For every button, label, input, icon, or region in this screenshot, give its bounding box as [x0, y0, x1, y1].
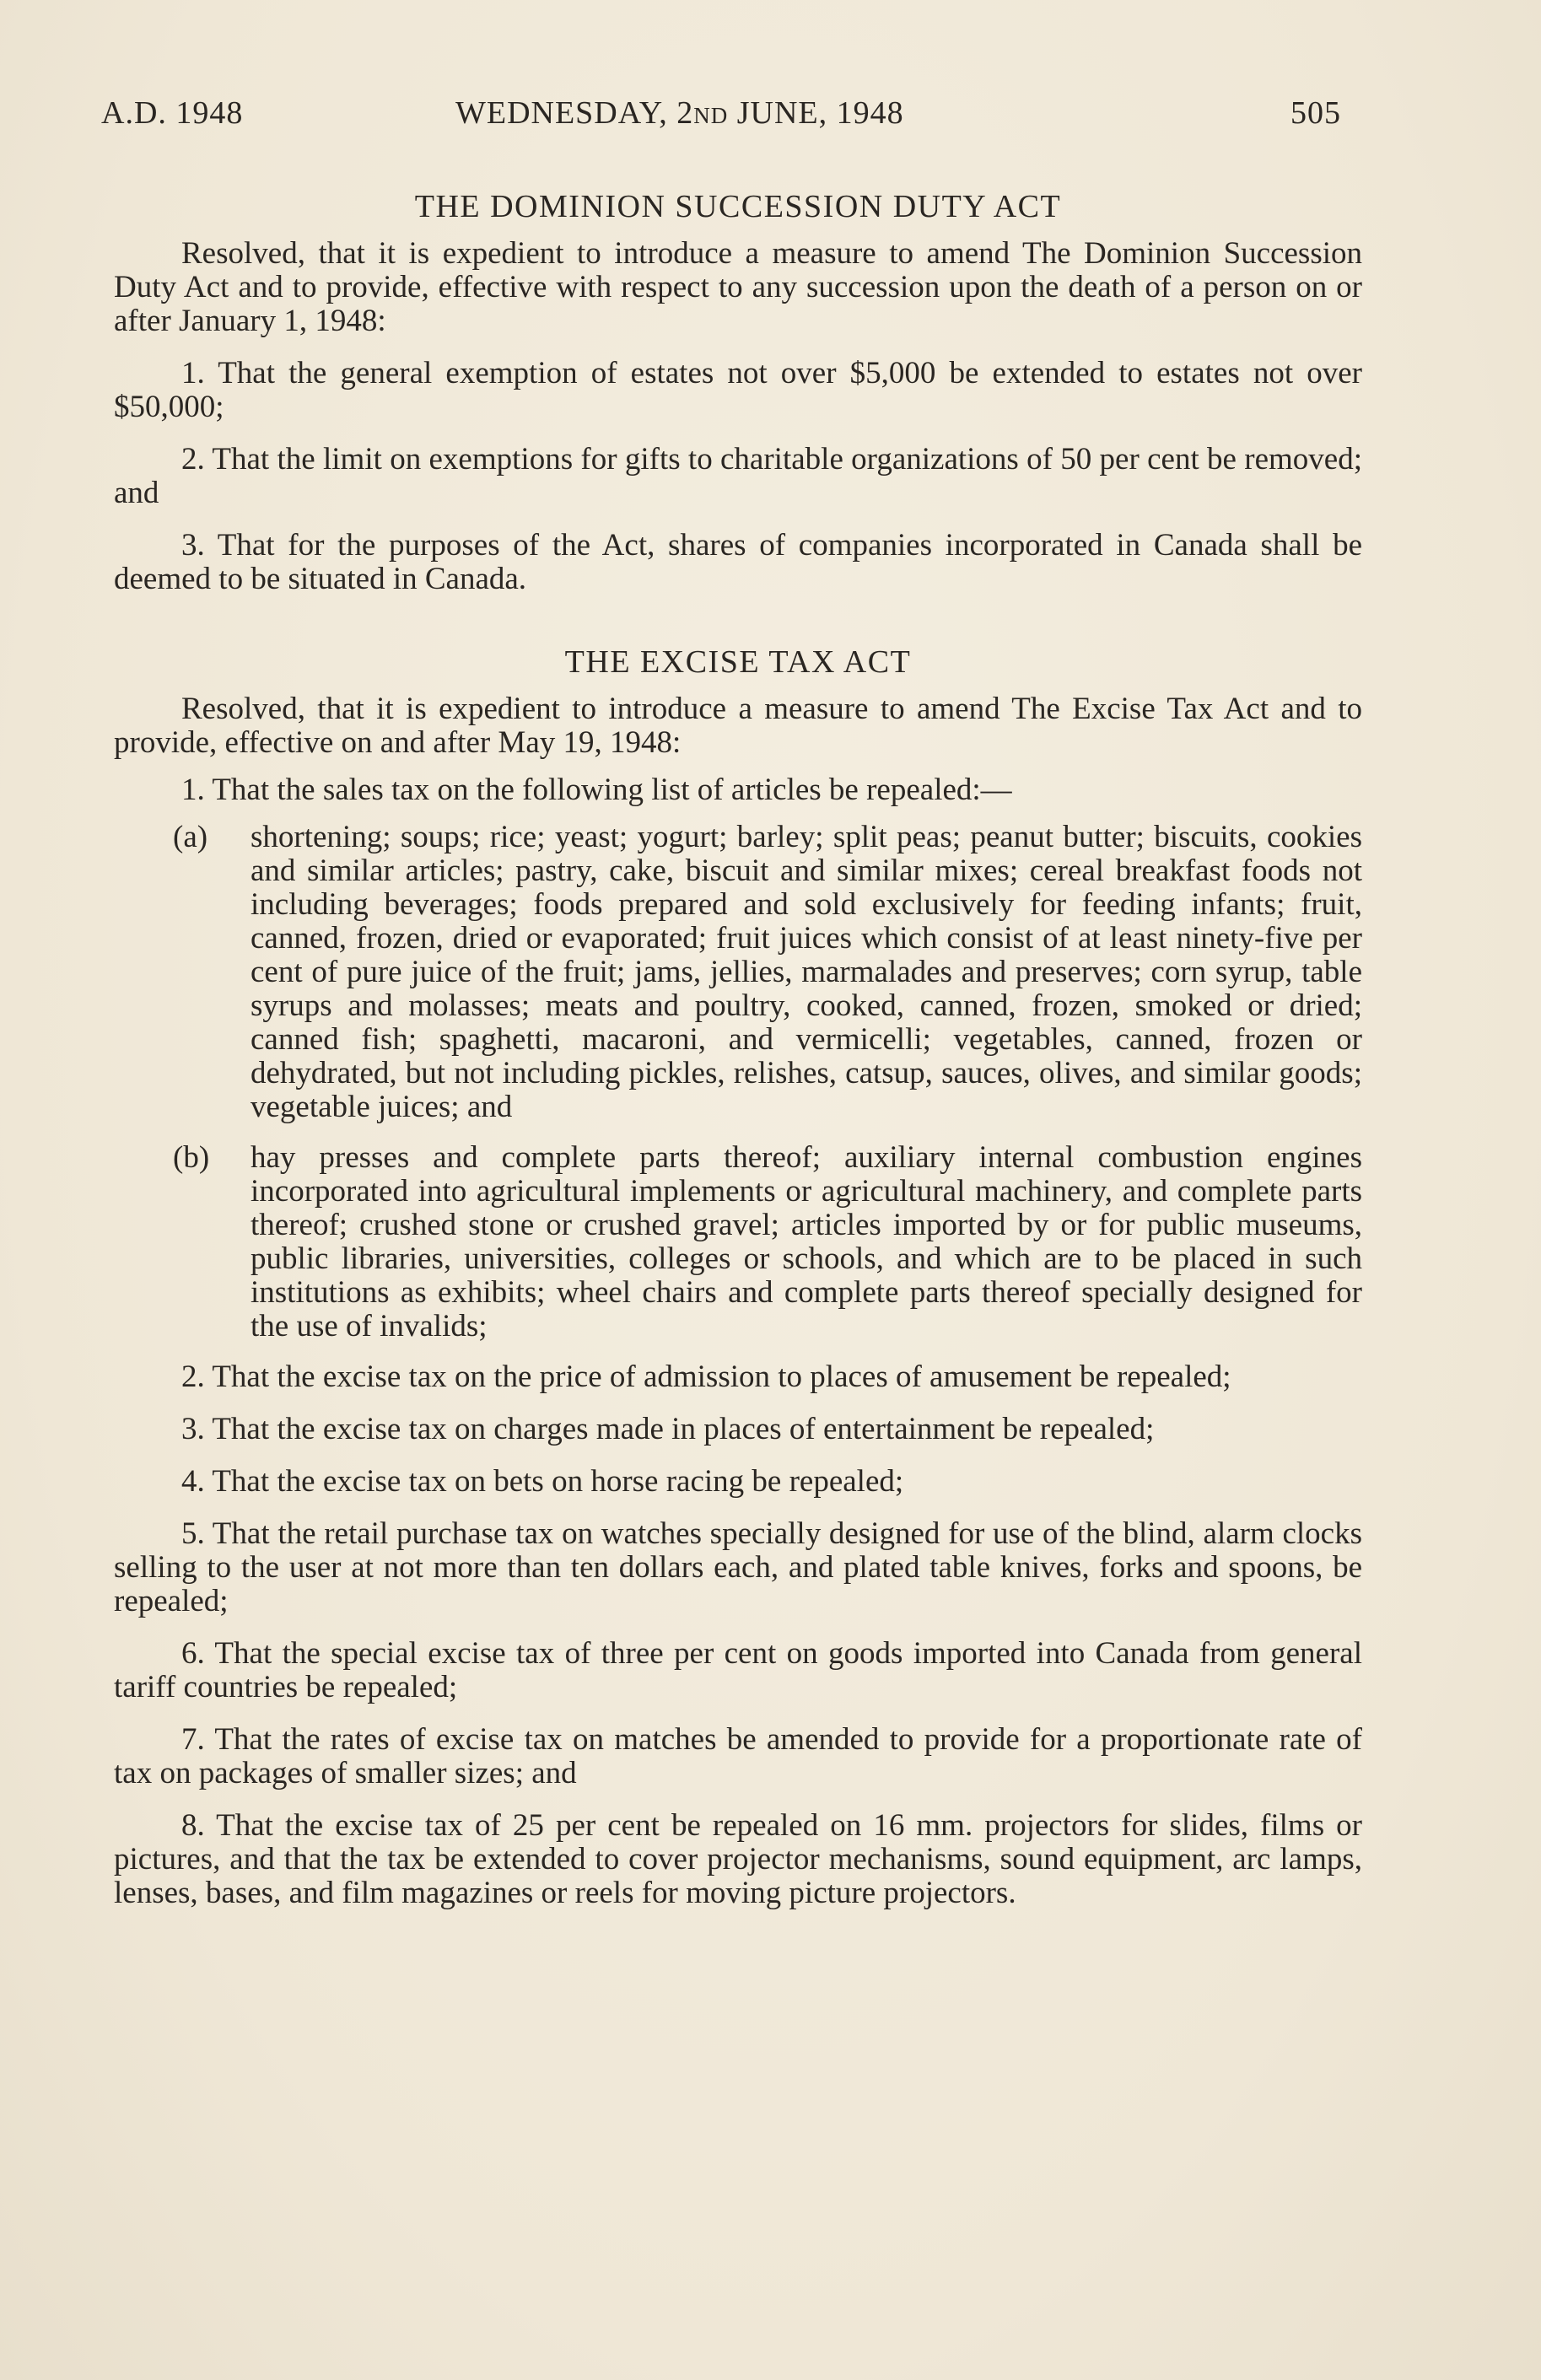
- excise-item-4: 4. That the excise tax on bets on horse racing be repealed;: [181, 1464, 904, 1499]
- header-year: A.D. 1948: [101, 95, 244, 131]
- excise-tax-title: THE EXCISE TAX ACT: [564, 644, 912, 680]
- excise-item-8: 8. That the excise tax of 25 per cent be repealed on 16 mm. projectors for slides, films or pictures, and that the tax be extended to cover projector mechanisms, sound equipment, arc lamps, lenses, bases, and film magazines or reels for moving picture projectors.: [114, 1808, 1362, 1910]
- running-header: [101, 94, 1341, 138]
- excise-item-2: 2. That the excise tax on the price of admission to places of amusement be repealed;: [181, 1360, 1231, 1394]
- page-body: [114, 190, 1362, 1929]
- clause-b-label: (b): [173, 1140, 210, 1175]
- excise-clause-b: [114, 1141, 1362, 1343]
- header-date-month-year: JUNE, 1948: [728, 95, 904, 131]
- succession-item-1: 1. That the general exemption of estates not over $5,000 be extended to estates not over $50,000;: [114, 356, 1362, 424]
- excise-item-6: 6. That the special excise tax of three per cent on goods imported into Canada from general tariff countries be repealed;: [114, 1636, 1362, 1704]
- header-date: [455, 94, 904, 132]
- excise-item-5: 5. That the retail purchase tax on watches specially designed for use of the blind, alarm clocks selling to the user at not more than ten dollars each, and plated table knives, forks and spoons, be repealed;: [114, 1516, 1362, 1618]
- succession-duty-title: THE DOMINION SUCCESSION DUTY ACT: [414, 189, 1062, 224]
- succession-item-3: 3. That for the purposes of the Act, shares of companies incorporated in Canada shall be deemed to be situated in Canada.: [114, 528, 1362, 596]
- excise-item-3: 3. That the excise tax on charges made in places of entertainment be repealed;: [181, 1412, 1155, 1446]
- clause-b-text: hay presses and complete parts thereof; auxiliary internal combustion engines incorporated into agricultural implements or agricultural machinery, and complete parts thereof; crushed stone or crushed gravel; articles imported by or for public museums, public libraries, universities, colleges or schools, and which are to be placed in such institutions as exhibits; wheel chairs and complete parts thereof specially designed for the use of invalids;: [251, 1140, 1362, 1343]
- clause-a-text: shortening; soups; rice; yeast; yogurt; barley; split peas; peanut butter; biscuits, cookies and similar articles; pastry, cake, biscuit and similar mixes; cereal breakfast foods not including beverages; foods prepared and sold exclusively for feeding infants; fruit, canned, frozen, dried or evaporated; fruit juices which consist of at least ninety-five per cent of pure juice of the fruit; jams, jellies, marmalades and preserves; corn syrup, table syrups and molasses; meats and poultry, cooked, canned, frozen, smoked or dried; canned fish; spaghetti, macaroni, and vermicelli; vegetables, canned, frozen or dehydrated, but not including pickles, relishes, catsup, sauces, olives, and similar goods; vegetable juices; and: [251, 820, 1362, 1124]
- excise-item-7: 7. That the rates of excise tax on matches be amended to provide for a proportionate rate of tax on packages of smaller sizes; and: [114, 1722, 1362, 1790]
- succession-item-2: 2. That the limit on exemptions for gifts to charitable organizations of 50 per cent be removed; and: [114, 442, 1362, 510]
- header-date-ordinal: ND: [693, 103, 729, 128]
- succession-resolution: Resolved, that it is expedient to introduce a measure to amend The Dominion Succession Duty Act and to provide, effective with respect to any succession upon the death of a person on or after January 1, 1948:: [114, 236, 1362, 338]
- excise-item-1: 1. That the sales tax on the following list of articles be repealed:—: [181, 773, 1012, 807]
- excise-resolution: Resolved, that it is expedient to introduce a measure to amend The Excise Tax Act and to provide, effective on and after May 19, 1948:: [114, 692, 1362, 760]
- header-date-day: WEDNESDAY, 2: [455, 95, 694, 131]
- excise-clause-a: [114, 821, 1362, 1124]
- succession-duty-section: [114, 190, 1362, 596]
- clause-a-label: (a): [173, 820, 208, 854]
- page-number: 505: [1290, 95, 1341, 131]
- excise-tax-section: [114, 645, 1362, 1910]
